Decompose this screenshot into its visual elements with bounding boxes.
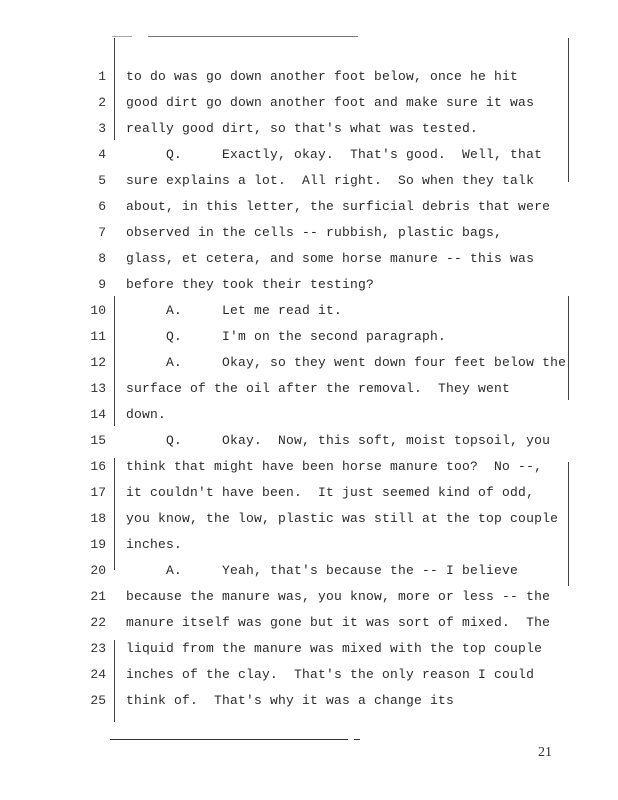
line-text: surface of the oil after the removal. They went <box>126 381 511 396</box>
transcript-line <box>0 142 618 168</box>
header-rule-short <box>112 36 132 37</box>
line-text: you know, the low, plastic was still at the top couple <box>126 511 559 526</box>
header-rule <box>148 36 358 37</box>
line-text: A. Yeah, that's because the -- I believe <box>126 563 519 578</box>
line-number: 17 <box>90 485 106 500</box>
line-text: sure explains a lot. All right. So when they talk <box>126 173 535 188</box>
line-text: A. Let me read it. <box>126 303 343 318</box>
transcript-line <box>0 246 618 272</box>
line-number: 14 <box>90 407 106 422</box>
line-number: 6 <box>98 199 106 214</box>
line-number: 20 <box>90 563 106 578</box>
transcript-line <box>0 662 618 688</box>
transcript-line <box>0 480 618 506</box>
line-text: it couldn't have been. It just seemed kind of odd, <box>126 485 535 500</box>
line-number: 21 <box>90 589 106 604</box>
line-text: about, in this letter, the surficial debris that were <box>126 199 551 214</box>
line-number: 2 <box>98 95 106 110</box>
transcript-line <box>0 272 618 298</box>
line-number: 12 <box>90 355 106 370</box>
line-number: 9 <box>98 277 106 292</box>
line-number: 22 <box>90 615 106 630</box>
line-text: before they took their testing? <box>126 277 375 292</box>
line-number: 3 <box>98 121 106 136</box>
line-number: 15 <box>90 433 106 448</box>
transcript-line <box>0 584 618 610</box>
transcript-line <box>0 194 618 220</box>
transcript-line <box>0 220 618 246</box>
line-text: inches of the clay. That's the only reason I could <box>126 667 535 682</box>
line-number: 16 <box>90 459 106 474</box>
line-text: observed in the cells -- rubbish, plastic bags, <box>126 225 503 240</box>
line-text: inches. <box>126 537 183 552</box>
line-text: manure itself was gone but it was sort of mixed. The <box>126 615 551 630</box>
transcript-line <box>0 298 618 324</box>
line-number: 24 <box>90 667 106 682</box>
line-number: 25 <box>90 693 106 708</box>
transcript-line <box>0 610 618 636</box>
line-text: good dirt go down another foot and make sure it was <box>126 95 535 110</box>
transcript-line <box>0 636 618 662</box>
transcript-line <box>0 64 618 90</box>
line-text: Q. Exactly, okay. That's good. Well, that <box>126 147 543 162</box>
line-number: 4 <box>98 147 106 162</box>
transcript-line <box>0 168 618 194</box>
line-text: Q. Okay. Now, this soft, moist topsoil, you <box>126 433 551 448</box>
transcript-line <box>0 350 618 376</box>
transcript-line <box>0 116 618 142</box>
transcript-line <box>0 402 618 428</box>
footer-rule <box>110 739 348 740</box>
line-number: 7 <box>98 225 106 240</box>
line-text: glass, et cetera, and some horse manure -- this was <box>126 251 535 266</box>
line-text: A. Okay, so they went down four feet below the <box>126 355 567 370</box>
page-number: 21 <box>538 745 552 760</box>
transcript-line <box>0 90 618 116</box>
line-number: 10 <box>90 303 106 318</box>
line-number: 18 <box>90 511 106 526</box>
line-number: 5 <box>98 173 106 188</box>
line-text: think of. That's why it was a change its <box>126 693 455 708</box>
line-number: 8 <box>98 251 106 266</box>
transcript-line <box>0 688 618 714</box>
line-number: 1 <box>98 69 106 84</box>
line-number: 11 <box>90 329 106 344</box>
line-text: to do was go down another foot below, once he hit <box>126 69 519 84</box>
transcript-line <box>0 376 618 402</box>
line-text: think that might have been horse manure too? No --, <box>126 459 543 474</box>
line-number: 23 <box>90 641 106 656</box>
line-text: because the manure was, you know, more or less -- the <box>126 589 551 604</box>
transcript-line <box>0 506 618 532</box>
transcript-line <box>0 532 618 558</box>
line-number: 13 <box>90 381 106 396</box>
line-text: liquid from the manure was mixed with the top couple <box>126 641 543 656</box>
line-number: 19 <box>90 537 106 552</box>
line-text: down. <box>126 407 167 422</box>
transcript-line <box>0 428 618 454</box>
transcript-line <box>0 454 618 480</box>
line-text: really good dirt, so that's what was tested. <box>126 121 479 136</box>
transcript-line <box>0 558 618 584</box>
line-text: Q. I'm on the second paragraph. <box>126 329 447 344</box>
transcript-line <box>0 324 618 350</box>
footer-rule-dash <box>354 739 360 740</box>
